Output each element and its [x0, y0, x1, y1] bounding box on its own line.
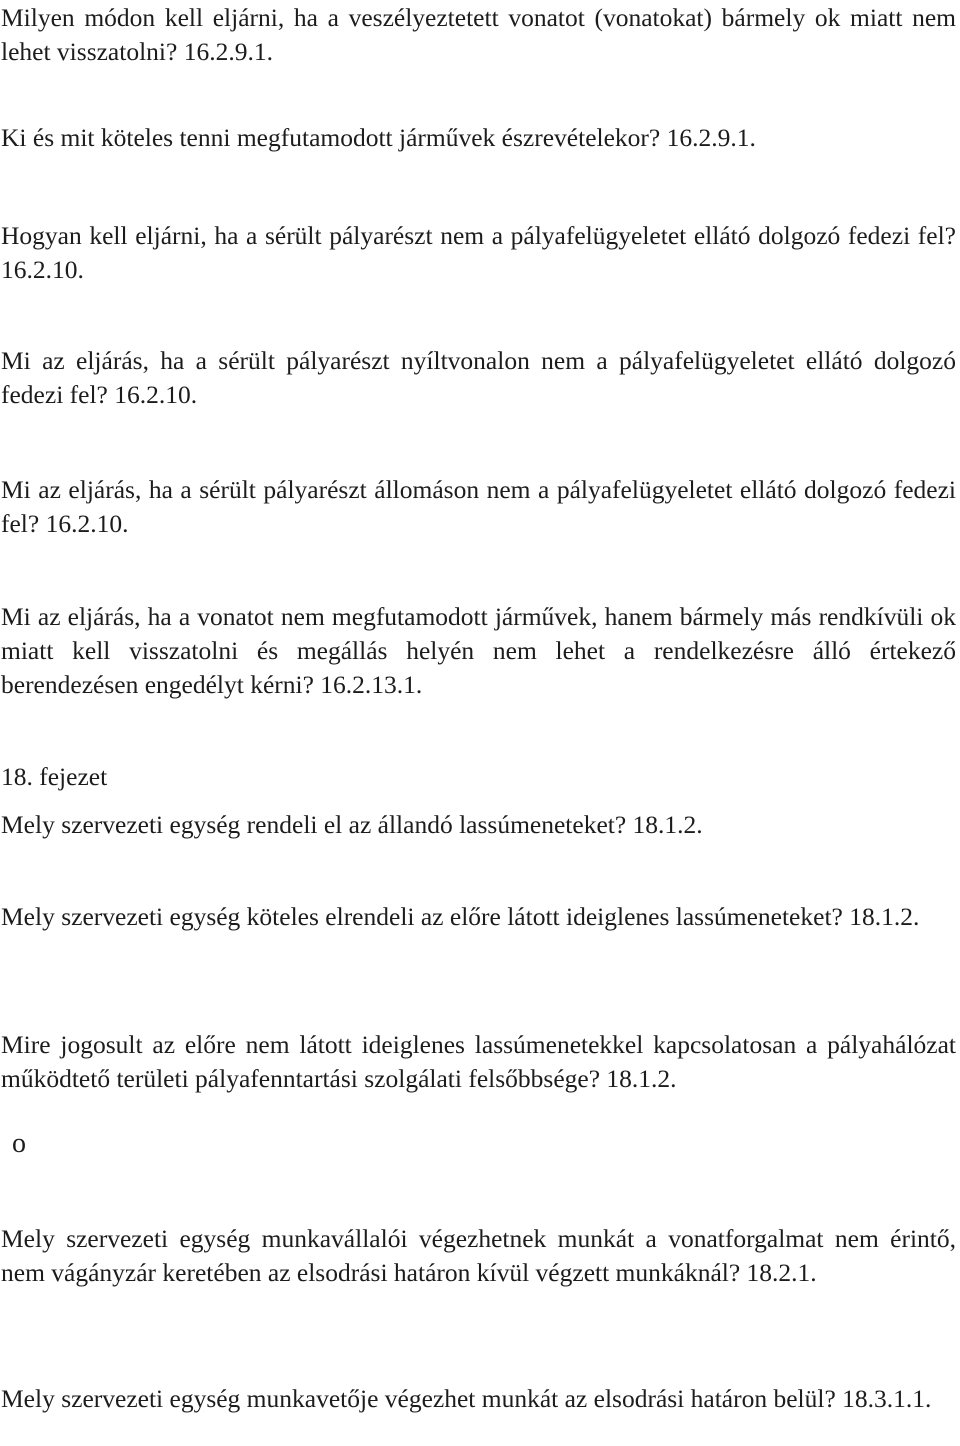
question-6: Mi az eljárás, ha a vonatot nem megfutamodott járművek, hanem bármely más rendkívüli ok miatt kell visszatolni és megállás helyén nem lehet a rendelkezésre álló értekező berendezésen engedélyt kérni? 16.2.13.1.: [1, 602, 956, 699]
question-5: Mi az eljárás, ha a sérült pályarészt állomáson nem a pályafelügyeletet ellátó dolgozó fedezi fel? 16.2.10.: [1, 475, 956, 538]
chapter-heading: 18. fejezet: [1, 762, 108, 791]
question-2: Ki és mit köteles tenni megfutamodott járművek észrevételekor? 16.2.9.1.: [1, 123, 756, 152]
bullet-marker: o: [12, 1128, 26, 1159]
question-10: Mely szervezeti egység munkavállalói végezhetnek munkát a vonatforgalmat nem érintő, nem vágányzár keretében az elsodrási határon kívül végzett munkáknál? 18.2.1.: [1, 1224, 956, 1287]
question-11: Mely szervezeti egység munkavetője végezhet munkát az elsodrási határon belül? 18.3.1.1.: [1, 1384, 932, 1413]
question-9: Mire jogosult az előre nem látott ideiglenes lassúmenetekkel kapcsolatosan a pályahálózat működtető területi pályafenntartási szolgálati felsőbbsége? 18.1.2.: [1, 1030, 956, 1093]
question-7: Mely szervezeti egység rendeli el az állandó lassúmeneteket? 18.1.2.: [1, 810, 703, 839]
question-3: Hogyan kell eljárni, ha a sérült pályarészt nem a pályafelügyeletet ellátó dolgozó fedezi fel? 16.2.10.: [1, 221, 956, 284]
question-4: Mi az eljárás, ha a sérült pályarészt nyíltvonalon nem a pályafelügyeletet ellátó dolgozó fedezi fel? 16.2.10.: [1, 346, 956, 409]
question-8: Mely szervezeti egység köteles elrendeli az előre látott ideiglenes lassúmeneteket? 18.1.2.: [1, 902, 920, 931]
question-1: Milyen módon kell eljárni, ha a veszélyeztetett vonatot (vonatokat) bármely ok miatt nem lehet visszatolni? 16.2.9.1.: [1, 3, 956, 66]
